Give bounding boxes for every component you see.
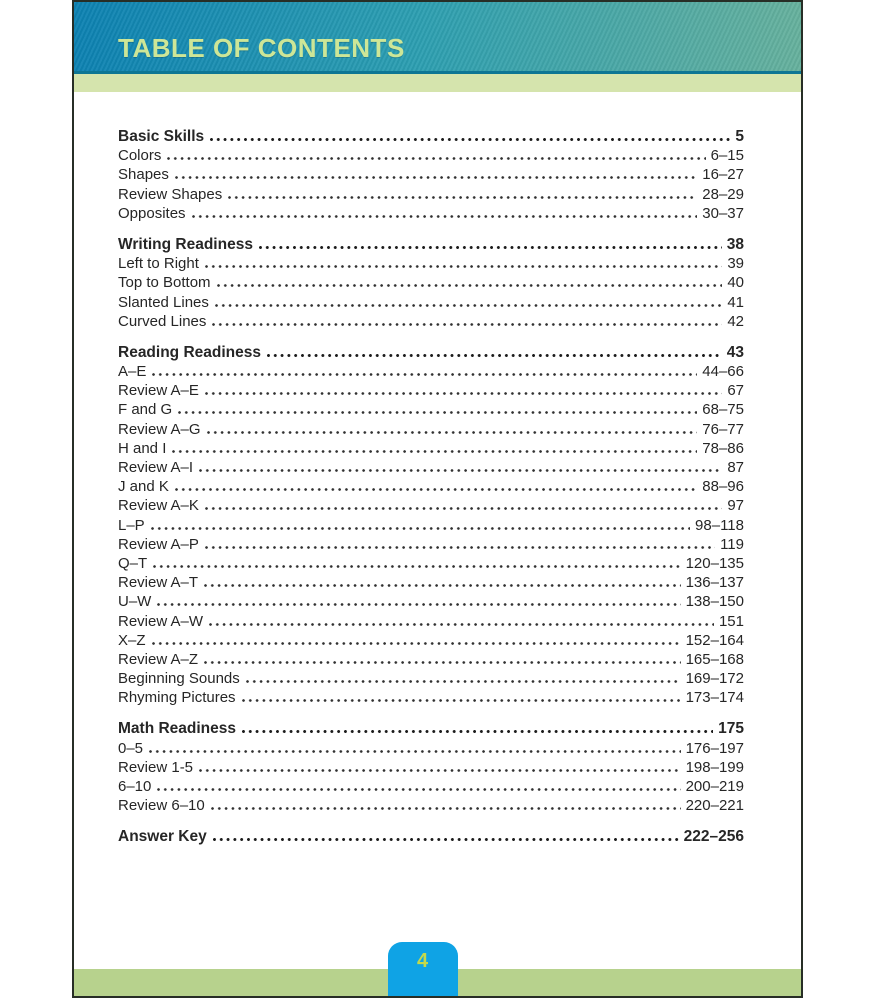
toc-section-row — [118, 127, 744, 146]
toc-entry-label: Review A–K — [118, 497, 199, 515]
toc-entry-page-number: 43 — [726, 343, 744, 361]
toc-entry-page-number: 44–66 — [702, 363, 744, 381]
dotted-leader — [259, 246, 722, 249]
toc-entry-label: Review Shapes — [118, 185, 223, 203]
toc-entry-row — [118, 312, 744, 331]
toc-entry-label: Shapes — [118, 166, 169, 184]
toc-entry-row — [118, 796, 744, 815]
toc-entry-page-number: 165–168 — [685, 650, 744, 668]
toc-entry-row — [118, 592, 744, 611]
toc-section-row — [118, 719, 744, 738]
toc-entry-label: A–E — [118, 363, 147, 381]
toc-entry-page-number: 173–174 — [685, 689, 744, 707]
toc-entry-page-number: 222–256 — [683, 828, 744, 846]
toc-entry-page-number: 6–15 — [710, 147, 744, 165]
dotted-leader — [205, 507, 722, 510]
toc-entry-page-number: 200–219 — [685, 778, 744, 795]
toc-entry-row — [118, 777, 744, 796]
toc-entry-page-number: 98–118 — [695, 516, 744, 534]
toc-entry-label: Review 1-5 — [118, 758, 194, 776]
dotted-leader — [175, 488, 697, 491]
toc-entry-page-number: 39 — [727, 255, 744, 273]
toc-entry-row — [118, 400, 744, 419]
toc-entry-label: Reading Readiness — [118, 343, 261, 361]
toc-entry-row — [118, 688, 744, 707]
dotted-leader — [212, 323, 722, 326]
toc-entry-label: Review A–Z — [118, 650, 199, 668]
page-number-tab — [388, 942, 458, 996]
toc-entry-page-number: 88–96 — [702, 478, 744, 496]
toc-entry-page-number: 38 — [726, 235, 744, 253]
toc-section-row — [118, 343, 744, 362]
toc-entry-label: 0–5 — [118, 739, 144, 757]
toc-list — [74, 92, 801, 847]
toc-entry-label: Review A–T — [118, 574, 199, 592]
dotted-leader — [153, 565, 680, 568]
toc-entry-page-number: 220–221 — [685, 797, 744, 815]
toc-entry-row — [118, 650, 744, 669]
toc-entry-row — [118, 554, 744, 573]
dotted-leader — [205, 546, 715, 549]
toc-entry-page-number: 41 — [727, 293, 744, 311]
dotted-leader — [209, 623, 714, 626]
toc-entry-label: H and I — [118, 439, 167, 457]
dotted-leader — [217, 284, 723, 287]
dotted-leader — [152, 373, 697, 376]
toc-entry-label: Review A–G — [118, 420, 201, 438]
toc-entry-page-number: 68–75 — [702, 401, 744, 419]
dotted-leader — [199, 769, 681, 772]
toc-entry-page-number: 42 — [727, 312, 744, 330]
toc-entry-row — [118, 362, 744, 381]
toc-page — [72, 0, 803, 998]
toc-entry-label: Review A–I — [118, 459, 194, 476]
toc-entry-page-number: 198–199 — [685, 758, 744, 776]
dotted-leader — [152, 642, 681, 645]
toc-section-row — [118, 827, 744, 846]
toc-entry-page-number: 30–37 — [702, 204, 744, 222]
dotted-leader — [204, 584, 681, 587]
dotted-leader — [213, 838, 679, 841]
dotted-leader — [211, 807, 681, 810]
dotted-leader — [210, 138, 730, 141]
toc-entry-page-number: 175 — [718, 720, 744, 738]
toc-entry-row — [118, 669, 744, 688]
dotted-leader — [215, 304, 722, 307]
toc-entry-label: L–P — [118, 516, 145, 534]
toc-entry-page-number: 119 — [720, 535, 744, 553]
dotted-leader — [157, 788, 680, 791]
dotted-leader — [246, 680, 681, 683]
toc-entry-page-number: 28–29 — [702, 185, 744, 203]
toc-entry-row — [118, 381, 744, 400]
toc-entry-page-number: 151 — [718, 612, 744, 630]
dotted-leader — [151, 527, 690, 530]
page-title: TABLE OF CONTENTS — [118, 33, 405, 63]
toc-entry-row — [118, 631, 744, 650]
dotted-leader — [267, 354, 722, 357]
toc-entry-label: Curved Lines — [118, 312, 207, 330]
toc-entry-page-number: 78–86 — [702, 439, 744, 457]
toc-entry-label: X–Z — [118, 631, 146, 649]
toc-entry-label: 6–10 — [118, 778, 152, 795]
dotted-leader — [192, 215, 698, 218]
dotted-leader — [205, 265, 722, 268]
toc-entry-label: Top to Bottom — [118, 274, 211, 292]
toc-entry-row — [118, 254, 744, 273]
toc-entry-row — [118, 293, 744, 312]
toc-entry-row — [118, 535, 744, 554]
dotted-leader — [172, 450, 697, 453]
toc-entry-page-number: 16–27 — [702, 166, 744, 184]
toc-entry-row — [118, 739, 744, 758]
toc-entry-row — [118, 185, 744, 204]
dotted-leader — [228, 196, 697, 199]
toc-entry-row — [118, 439, 744, 458]
toc-entry-label: Beginning Sounds — [118, 670, 240, 688]
toc-entry-label: Math Readiness — [118, 720, 237, 738]
toc-entry-label: Review A–E — [118, 382, 199, 400]
dotted-leader — [178, 411, 697, 414]
toc-entry-label: Basic Skills — [118, 128, 205, 145]
toc-entry-page-number: 169–172 — [685, 670, 744, 688]
dotted-leader — [167, 157, 705, 160]
toc-entry-page-number: 152–164 — [685, 631, 744, 649]
toc-entry-page-number: 76–77 — [702, 420, 744, 438]
toc-entry-label: Review 6–10 — [118, 797, 205, 815]
toc-entry-row — [118, 477, 744, 496]
toc-entry-page-number: 136–137 — [685, 574, 744, 592]
page-header-banner — [74, 2, 801, 74]
dotted-leader — [204, 661, 681, 664]
toc-entry-page-number: 67 — [727, 382, 744, 400]
toc-entry-label: Colors — [118, 147, 162, 165]
toc-entry-row — [118, 204, 744, 223]
toc-entry-row — [118, 165, 744, 184]
dotted-leader — [149, 750, 681, 753]
toc-entry-page-number: 97 — [727, 497, 744, 515]
toc-entry-label: Left to Right — [118, 255, 199, 273]
toc-entry-label: Review A–P — [118, 535, 199, 553]
toc-entry-label: Review A–W — [118, 612, 204, 630]
toc-entry-page-number: 120–135 — [685, 554, 744, 572]
toc-entry-row — [118, 458, 744, 477]
toc-entry-label: Q–T — [118, 554, 148, 572]
dotted-leader — [205, 392, 722, 395]
dotted-leader — [199, 469, 722, 472]
toc-entry-label: U–W — [118, 593, 152, 611]
toc-entry-page-number: 40 — [727, 274, 744, 292]
toc-entry-page-number: 87 — [727, 459, 744, 476]
toc-entry-page-number: 138–150 — [685, 593, 744, 611]
dotted-leader — [157, 603, 680, 606]
toc-entry-label: Slanted Lines — [118, 293, 209, 311]
toc-entry-label: F and G — [118, 401, 173, 419]
toc-entry-row — [118, 758, 744, 777]
dotted-leader — [207, 431, 698, 434]
toc-entry-label: Rhyming Pictures — [118, 689, 236, 707]
toc-entry-row — [118, 146, 744, 165]
toc-entry-label: Answer Key — [118, 828, 207, 846]
toc-entry-row — [118, 516, 744, 535]
toc-section-row — [118, 235, 744, 254]
toc-entry-row — [118, 573, 744, 592]
toc-entry-page-number: 5 — [735, 128, 744, 145]
toc-entry-row — [118, 273, 744, 292]
toc-entry-row — [118, 420, 744, 439]
toc-entry-page-number: 176–197 — [685, 739, 744, 757]
dotted-leader — [242, 699, 681, 702]
toc-entry-label: Writing Readiness — [118, 235, 253, 253]
dotted-leader — [242, 730, 713, 733]
toc-entry-row — [118, 612, 744, 631]
header-accent-strip — [74, 74, 801, 92]
toc-entry-label: J and K — [118, 478, 169, 496]
toc-entry-label: Opposites — [118, 204, 186, 222]
toc-entry-row — [118, 496, 744, 515]
page-number: 4 — [416, 950, 429, 972]
dotted-leader — [175, 176, 697, 179]
